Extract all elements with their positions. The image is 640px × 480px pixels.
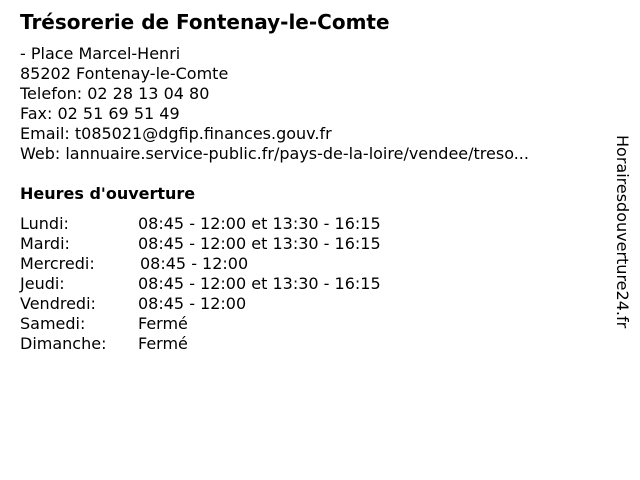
- day-label: Samedi:: [20, 314, 86, 333]
- hours-row-tuesday: [20, 234, 440, 254]
- hours-row-monday: [20, 214, 440, 234]
- day-label: Dimanche:: [20, 334, 107, 353]
- day-hours: 08:45 - 12:00: [138, 294, 247, 313]
- hours-heading: Heures d'ouverture: [20, 184, 196, 203]
- day-label: Mercredi:: [20, 254, 95, 273]
- day-label: Jeudi:: [20, 274, 65, 293]
- opening-hours-list: [20, 214, 440, 354]
- address-street: - Place Marcel-Henri: [20, 44, 181, 63]
- phone-number: Telefon: 02 28 13 04 80: [20, 84, 210, 103]
- hours-row-saturday: [20, 314, 440, 334]
- hours-row-thursday: [20, 274, 440, 294]
- website-link[interactable]: Web: lannuaire.service-public.fr/pays-de-la-loire/vendee/treso...: [20, 144, 529, 163]
- email-address: Email: t085021@dgfip.finances.gouv.fr: [20, 124, 332, 143]
- site-watermark-text: Horairesdouverture24.fr: [613, 135, 632, 329]
- day-label: Vendredi:: [20, 294, 96, 313]
- site-watermark: [612, 135, 632, 345]
- day-hours: Fermé: [138, 314, 188, 333]
- hours-row-friday: [20, 294, 440, 314]
- page-title: Trésorerie de Fontenay-le-Comte: [20, 10, 390, 34]
- address-city: 85202 Fontenay-le-Comte: [20, 64, 229, 83]
- day-hours: 08:45 - 12:00 et 13:30 - 16:15: [138, 214, 381, 233]
- day-hours: 08:45 - 12:00 et 13:30 - 16:15: [138, 234, 381, 253]
- day-label: Mardi:: [20, 234, 70, 253]
- day-hours: 08:45 - 12:00 et 13:30 - 16:15: [138, 274, 381, 293]
- contact-block: [20, 44, 529, 164]
- day-hours: Fermé: [138, 334, 188, 353]
- fax-number: Fax: 02 51 69 51 49: [20, 104, 180, 123]
- day-label: Lundi:: [20, 214, 69, 233]
- hours-row-sunday: [20, 334, 440, 354]
- hours-row-wednesday: [20, 254, 440, 274]
- day-hours: 08:45 - 12:00: [140, 254, 249, 273]
